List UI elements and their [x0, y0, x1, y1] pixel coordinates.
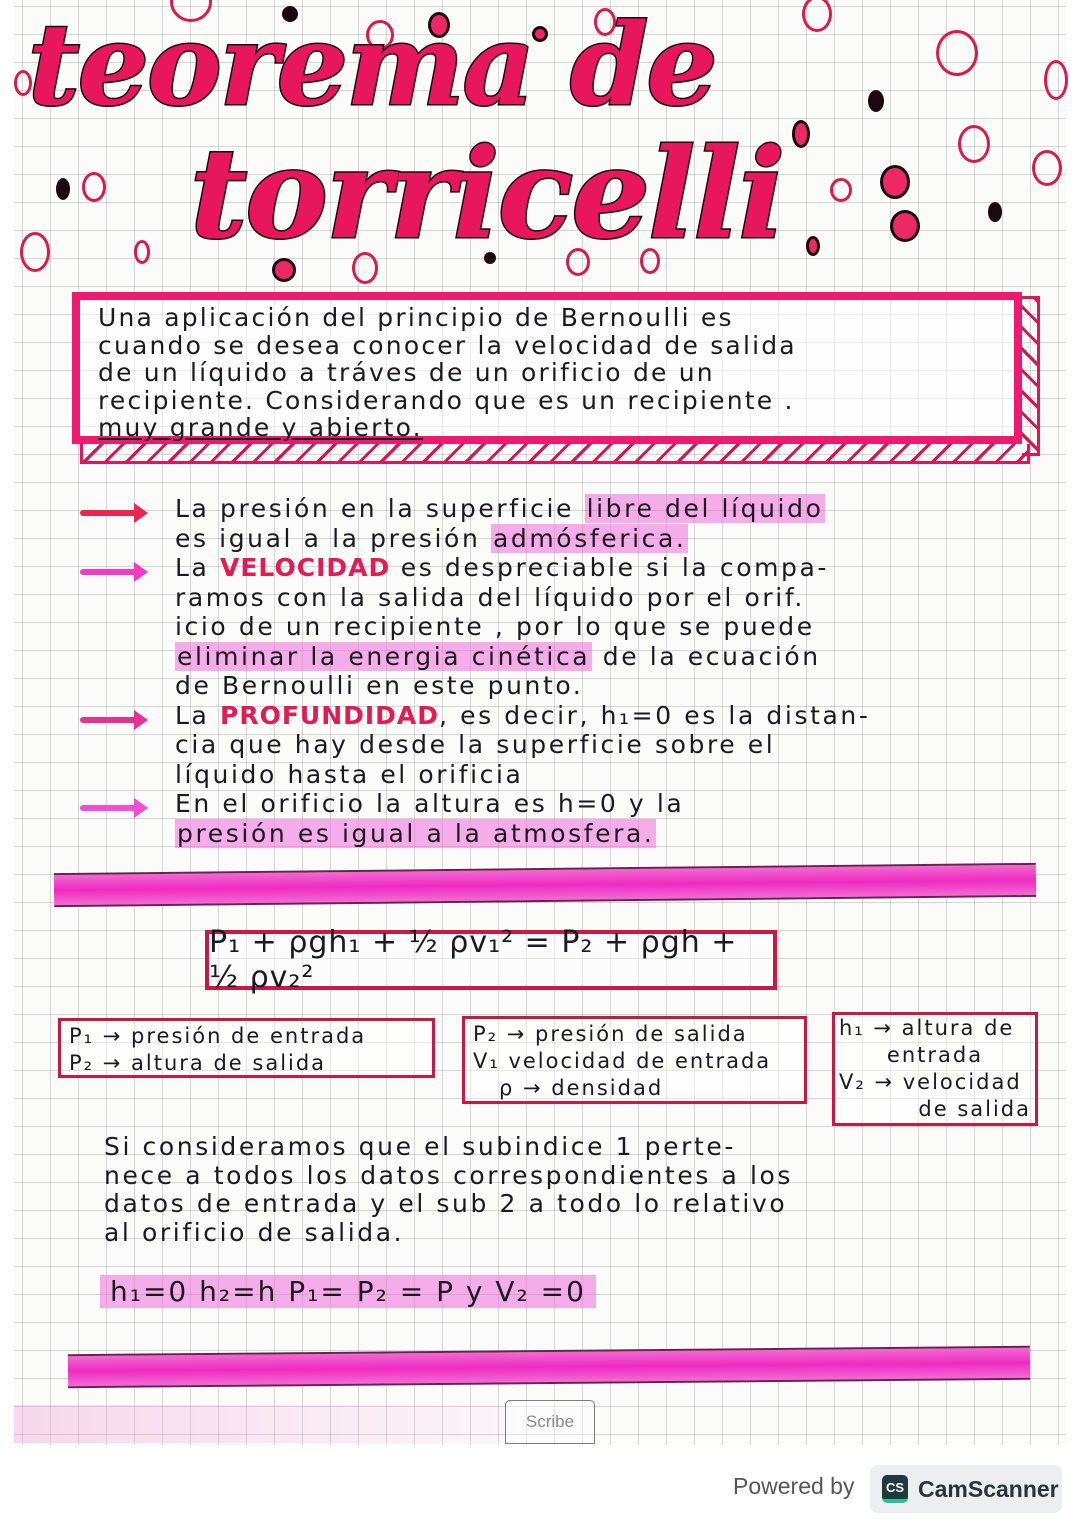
camscanner-name: CamScanner [918, 1475, 1059, 1502]
title-area [0, 0, 1080, 290]
intro-line: Una aplicación del principio de Bernoulli es [98, 303, 734, 332]
bubble-icon [806, 236, 820, 256]
text: es igual a la presión [175, 523, 491, 553]
text: de la ecuación [592, 641, 821, 671]
bubble-icon [880, 165, 910, 199]
highlighted-text: eliminar la energia cinética [177, 641, 591, 671]
arrow-icon [80, 717, 138, 723]
text: de Bernoulli en este punto. [175, 671, 584, 700]
scribe-watermark: Scribe [505, 1400, 595, 1444]
bullet-line [175, 642, 821, 671]
intro-box-3d-side [1022, 296, 1040, 456]
page-title-line-2: torricelli [190, 122, 784, 267]
bubble-icon [82, 172, 106, 202]
legend-box-3 [832, 1012, 1038, 1126]
bubble-icon [134, 240, 150, 264]
highlighted-text: libre del líquido [586, 494, 824, 523]
text: ramos con la salida del líquido por el orif. [175, 582, 805, 612]
intro-line: muy grande y abierto. [98, 413, 423, 442]
bubble-icon [1044, 60, 1068, 100]
legend-item: P₁ → presión de entrada [69, 1024, 367, 1048]
text: , es decir, h₁=0 es la distan- [439, 700, 871, 730]
legend-item: P₂ → altura de salida [69, 1051, 327, 1075]
camscanner-badge[interactable] [870, 1465, 1062, 1513]
closing-line: al orificio de salida. [104, 1217, 405, 1247]
faded-highlighter [14, 1405, 514, 1443]
bubble-icon [868, 90, 884, 112]
bubble-icon [958, 125, 990, 163]
arrow-icon [80, 805, 138, 811]
closing-line: Si consideramos que el subindice 1 perte- [104, 1132, 737, 1161]
bullet-line [175, 553, 829, 582]
intro-line: recipiente. Considerando que es un recipiente . [98, 385, 795, 415]
legend-item: P₂ → presión de salida [473, 1022, 748, 1046]
highlighted-text: admósferica. [492, 523, 687, 553]
closing-paragraph [104, 1133, 1014, 1247]
legend-box-2 [462, 1016, 807, 1104]
bullet-line [175, 612, 815, 641]
torricelli-formula: P₁ + ρgh₁ + ½ ρv₁² = P₂ + ρgh + ½ ρv₂² [205, 930, 777, 990]
bubble-icon [56, 178, 70, 200]
highlighted-text: presión es igual a la atmosfera. [177, 818, 655, 848]
bullet-line [175, 583, 805, 612]
text: La [175, 700, 220, 730]
bullet-line [175, 524, 688, 553]
text: La presión en la superficie [175, 494, 585, 523]
bullet-line [175, 730, 775, 759]
bullet-line [175, 701, 870, 730]
bubble-icon [792, 120, 810, 148]
intro-line: de un líquido a tráves de un orificio de un [98, 358, 715, 387]
arrow-icon [80, 510, 138, 516]
arrow-icon [80, 569, 138, 575]
closing-line: datos de entrada y el sub 2 a todo lo relativo [104, 1189, 788, 1218]
text: En el orificio la altura es h=0 y la [175, 789, 685, 818]
legend-item: ρ → densidad [473, 1076, 664, 1100]
text: cia que hay desde la superficie sobre el [175, 730, 776, 759]
text: líquido hasta el orificia [175, 759, 524, 789]
bullet-line [175, 760, 523, 789]
bullet-line [175, 819, 656, 848]
bullet-line [175, 494, 825, 523]
legend-item: de salida [918, 1097, 1031, 1121]
text: es despreciable si la compa- [390, 553, 830, 582]
page-title-line-1: teorema de [28, 0, 716, 131]
keyword: VELOCIDAD [220, 553, 391, 582]
bubble-icon [936, 30, 978, 76]
closing-line: nece a todos los datos correspondientes a los [104, 1160, 794, 1190]
text: La [175, 553, 220, 582]
conditions-text: h₁=0 h₂=h P₁= P₂ = P y V₂ =0 [100, 1275, 596, 1308]
legend-box-1 [58, 1018, 435, 1078]
intro-text [98, 304, 1000, 442]
legend-item: V₁ velocidad de entrada [473, 1049, 772, 1073]
legend-item: V₂ → velocidad [839, 1070, 1022, 1094]
bubble-icon [1032, 150, 1062, 186]
intro-box [72, 292, 1022, 444]
bubble-icon [830, 178, 852, 202]
bubble-icon [20, 232, 50, 272]
powered-by-label: Powered by [733, 1473, 855, 1499]
bullet-line [175, 789, 684, 818]
text: icio de un recipiente , por lo que se puede [175, 612, 815, 641]
boundary-conditions [100, 1275, 596, 1308]
keyword: PROFUNDIDAD [220, 700, 440, 730]
intro-line: cuando se desea conocer la velocidad de salida [98, 330, 797, 360]
bubble-icon [988, 202, 1002, 222]
legend-item: entrada [886, 1043, 984, 1067]
bubble-icon [890, 210, 920, 242]
camscanner-logo-icon: CS [882, 1475, 908, 1503]
intro-box-3d-bottom [80, 444, 1030, 464]
bullet-line [175, 671, 583, 700]
legend-item: h₁ → altura de [839, 1016, 1015, 1040]
bubble-icon [802, 0, 832, 32]
